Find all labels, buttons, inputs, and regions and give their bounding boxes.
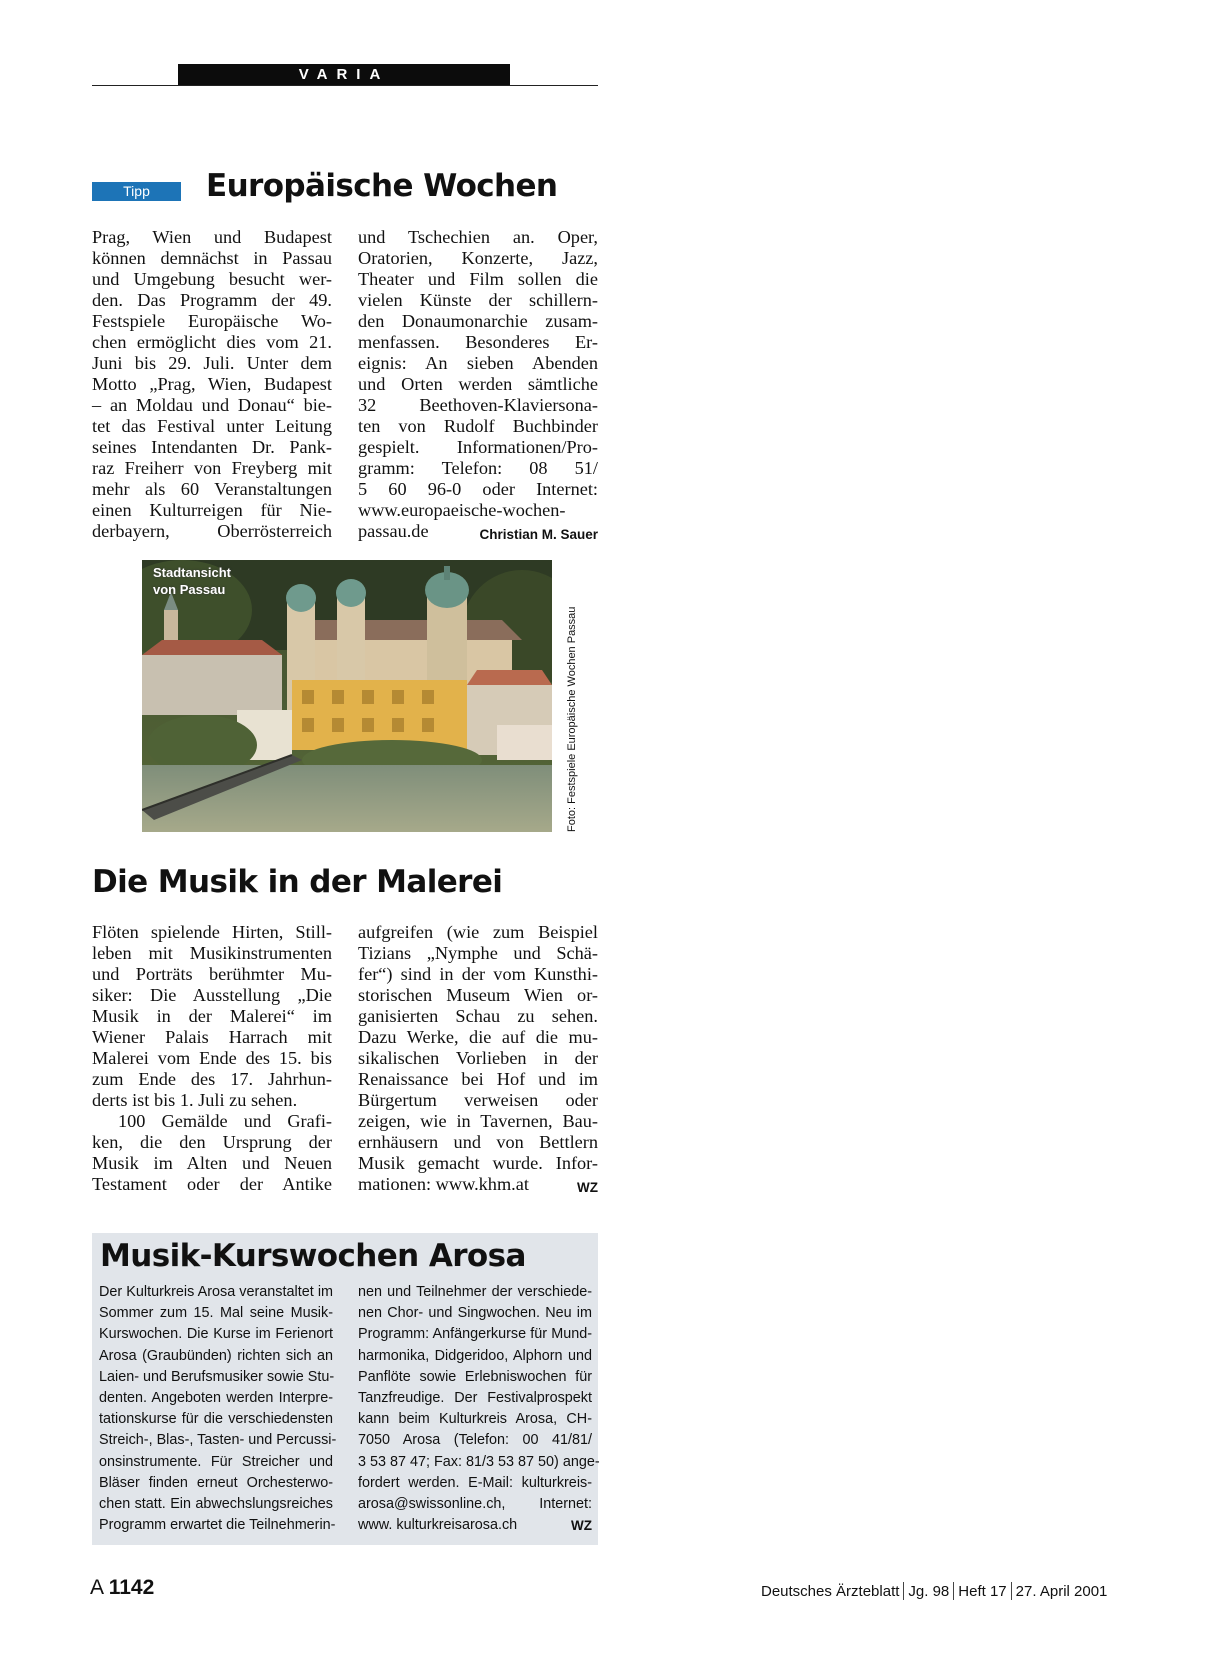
text-line: www. kulturkreisarosa.ch (358, 1517, 518, 1534)
text-line: Dazu Werke, die auf die mu- (358, 1027, 598, 1047)
text-line: Testament oder der Antike (92, 1174, 332, 1194)
text-line: können demnächst in Passau (92, 248, 332, 268)
text-line: zeigen, wie in Tavernen, Bau- (358, 1111, 598, 1131)
text-line: raz Freiherr von Freyberg mit (92, 458, 332, 478)
text-line: Sommer zum 15. Mal seine Musik- (99, 1305, 333, 1322)
text-line: mehr als 60 Veranstaltungen (92, 479, 332, 499)
text-line: onsinstrumente. Für Streicher und (99, 1453, 333, 1470)
text-line: Tizians „Nymphe und Schä- (358, 943, 598, 963)
photo-caption-line-1: Stadtansicht (153, 565, 232, 580)
text-line: und Orten werden sämtliche (358, 374, 598, 394)
text-line: 7050 Arosa (Telefon: 00 41/81/ (358, 1432, 592, 1449)
text-line: arosa@swissonline.ch, Internet: (358, 1496, 592, 1513)
text-line: Laien- und Berufsmusiker sowie Stu- (99, 1368, 335, 1385)
text-line: storischen Museum Wien or- (358, 985, 598, 1005)
article3-column-2 (358, 1282, 600, 1536)
text-line: – an Moldau und Donau“ bie- (92, 395, 332, 415)
header-rule (92, 85, 598, 86)
text-line: und Umgebung besucht wer- (92, 269, 332, 289)
text-line: 32 Beethoven-Klaviersona- (358, 395, 598, 415)
text-line: und Porträts berühmter Mu- (92, 964, 332, 984)
author-signature: Christian M. Sauer (479, 527, 598, 542)
article1-column-2 (358, 227, 598, 545)
text-line: Theater und Film sollen die (358, 269, 598, 289)
text-line: Juni bis 29. Juli. Unter dem (92, 353, 332, 373)
text-line: Streich-, Blas-, Tasten- und Percussi- (99, 1432, 337, 1449)
footer-separator (1011, 1582, 1012, 1600)
photo-credit: Foto: Festspiele Europäische Wochen Passau (566, 606, 578, 832)
text-line: sikalischen Vorlieben in der (358, 1048, 598, 1068)
text-line: vielen Künste der schillern- (358, 290, 598, 310)
text-line: und Tschechien an. Oper, (358, 227, 598, 247)
text-line: Bürgertum verweisen oder (358, 1090, 598, 1110)
text-line: menfassen. Besonderes Er- (358, 332, 598, 352)
text-line-last (358, 1515, 592, 1536)
article-title-arosa: Musik-Kurswochen Arosa (100, 1238, 526, 1274)
section-label: VARIA (178, 64, 510, 85)
text-line: Programm erwartet die Teilnehmerin- (99, 1517, 336, 1534)
text-line: chen statt. Ein abwechslungsreiches (99, 1496, 333, 1513)
text-line: kann beim Kulturkreis Arosa, CH- (358, 1411, 592, 1428)
page-number (90, 1576, 154, 1600)
text-line: den. Das Programm der 49. (92, 290, 332, 310)
text-line: harmonika, Didgeridoo, Alphorn und (358, 1347, 592, 1364)
text-line: eignis: An sieben Abenden (358, 353, 598, 373)
text-line: Motto „Prag, Wien, Budapest (92, 374, 332, 394)
text-line: nen Chor- und Singwochen. Neu im (358, 1305, 592, 1322)
text-line-last (358, 521, 598, 542)
journal-footer (761, 1582, 1107, 1600)
photo-caption-line-2: von Passau (153, 582, 226, 597)
text-line: passau.de (358, 521, 429, 541)
journal-date: 27. April 2001 (1015, 1583, 1108, 1600)
text-line: Oratorien, Konzerte, Jazz, (358, 248, 598, 268)
article1-column-1 (92, 227, 332, 542)
text-line: Prag, Wien und Budapest (92, 227, 332, 247)
text-line: Flöten spielende Hirten, Still- (92, 922, 332, 942)
text-line: Renaissance bei Hof und im (358, 1069, 598, 1089)
text-line: Der Kulturkreis Arosa veranstaltet im (99, 1284, 333, 1300)
page-number-value: 1142 (108, 1576, 155, 1599)
article2-column-2 (358, 922, 598, 1198)
tipp-badge: Tipp (92, 182, 181, 201)
footer-separator (953, 1582, 954, 1600)
text-line: ken, die den Ursprung der (92, 1132, 332, 1152)
text-line: gramm: Telefon: 08 51/ (358, 458, 598, 478)
text-line: denten. Angeboten werden Interpre- (99, 1390, 333, 1407)
text-line: Tanzfreudige. Der Festivalprospekt (358, 1390, 592, 1407)
text-line: einen Kulturreigen für Nie- (92, 500, 332, 520)
text-line: derbayern, Oberrösterreich (92, 521, 332, 541)
text-line: aufgreifen (wie zum Beispiel (358, 922, 598, 942)
passau-cityscape-illustration (142, 560, 552, 832)
text-line: tationskurse für die verschiedensten (99, 1411, 333, 1428)
text-line: tet das Festival unter Leitung (92, 416, 332, 436)
text-line: Musik gemacht wurde. Infor- (358, 1153, 598, 1173)
journal-name: Deutsches Ärzteblatt (761, 1583, 900, 1600)
text-line: 3 53 87 47; Fax: 81/3 53 87 50) ange- (358, 1453, 600, 1470)
text-line: www.europaeische-wochen- (358, 500, 566, 520)
text-line: derts ist bis 1. Juli zu sehen. (92, 1090, 298, 1110)
text-line: ernhäusern und von Bettlern (358, 1132, 598, 1152)
text-line: ten von Rudolf Buchbinder (358, 416, 598, 436)
page-prefix: A (90, 1576, 103, 1599)
text-line: Musik im Alten und Neuen (92, 1153, 332, 1173)
text-line: den Donaumonarchie zusam- (358, 311, 598, 331)
text-line: 5 60 96-0 oder Internet: (358, 479, 598, 499)
text-line: siker: Die Ausstellung „Die (92, 985, 332, 1005)
text-line: Bläser finden erneut Orchesterwo- (99, 1474, 333, 1491)
journal-issue: Heft 17 (958, 1583, 1007, 1600)
text-line: gespielt. Informationen/Pro- (358, 437, 598, 457)
article2-column-1 (92, 922, 332, 1195)
text-line: Arosa (Graubünden) richten sich an (99, 1347, 333, 1364)
photo-caption (153, 564, 231, 598)
text-line: 100 Gemälde und Grafi- (118, 1111, 332, 1131)
text-line: Malerei vom Ende des 15. bis (92, 1048, 332, 1068)
text-line: ganisierten Schau zu sehen. (358, 1006, 598, 1026)
text-line: nen und Teilnehmer der verschiede- (358, 1284, 592, 1300)
text-line: zum Ende des 17. Jahrhun- (92, 1069, 332, 1089)
article-title-europaeische-wochen: Europäische Wochen (206, 168, 558, 204)
text-line: Panflöte sowie Erlebniswochen für (358, 1368, 592, 1385)
text-line: mationen: www.khm.at (358, 1174, 529, 1194)
text-line: Kurswochen. Die Kurse im Ferienort (99, 1326, 333, 1343)
text-line: fordert werden. E-Mail: kulturkreis- (358, 1474, 592, 1491)
text-line: leben mit Musikinstrumenten (92, 943, 332, 963)
text-line-last (358, 1174, 598, 1195)
text-line: Wiener Palais Harrach mit (92, 1027, 332, 1047)
article-title-musik-malerei: Die Musik in der Malerei (92, 864, 503, 900)
text-line: fer“) sind in der vom Kunsthi- (358, 964, 598, 984)
text-line: Programm: Anfängerkurse für Mund- (358, 1326, 592, 1343)
article3-column-1 (99, 1282, 337, 1536)
author-signature: WZ (571, 1518, 592, 1534)
text-line: Musik in der Malerei“ im (92, 1006, 332, 1026)
footer-separator (903, 1582, 904, 1600)
text-line: Festspiele Europäische Wo- (92, 311, 332, 331)
journal-volume: Jg. 98 (908, 1583, 950, 1600)
author-signature: WZ (577, 1180, 598, 1195)
text-line: chen ermöglicht dies vom 21. (92, 332, 332, 352)
passau-photo (142, 560, 552, 832)
text-line: seines Intendanten Dr. Pank- (92, 437, 332, 457)
